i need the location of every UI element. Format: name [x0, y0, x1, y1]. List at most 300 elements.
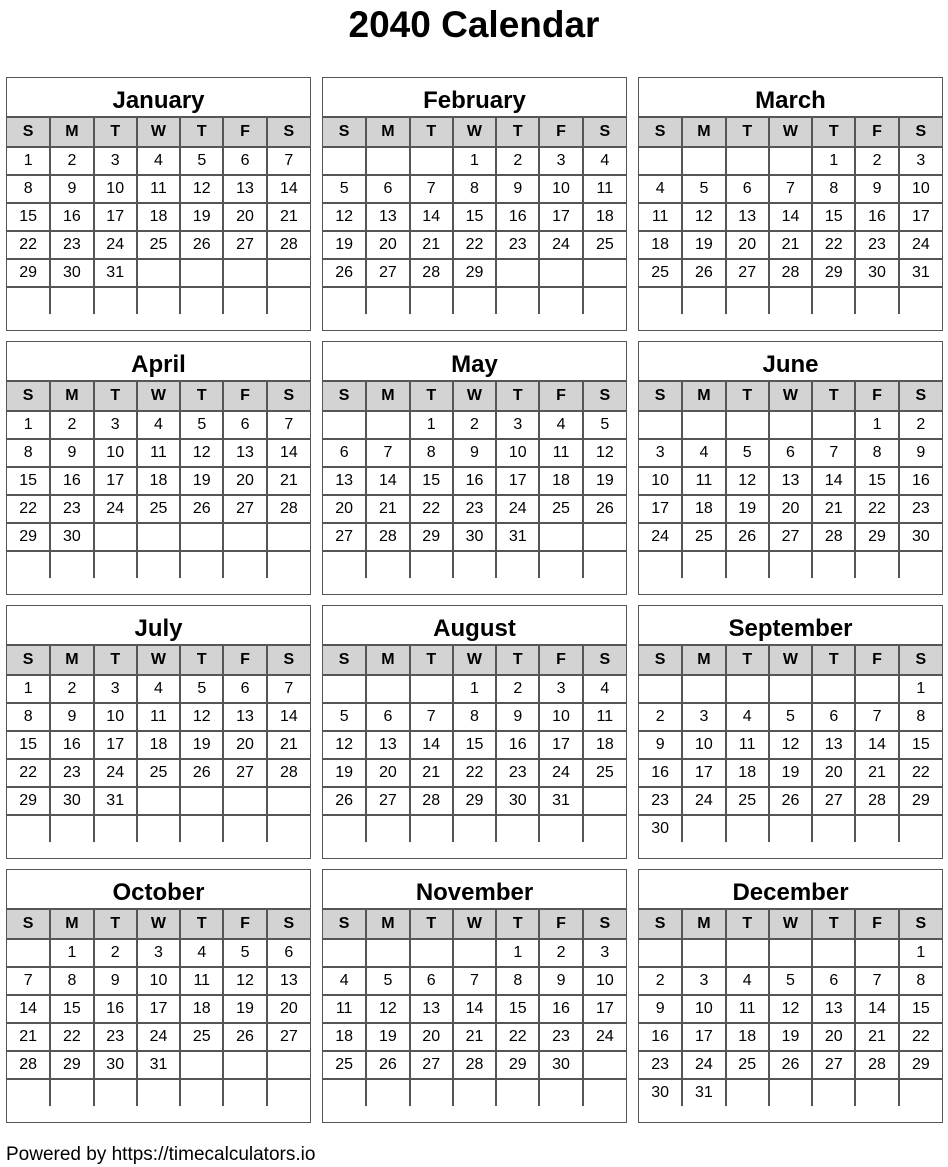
month-table	[323, 118, 626, 314]
day-cell: 29	[496, 1051, 539, 1079]
day-cell: 26	[583, 495, 626, 523]
day-cell	[453, 1079, 496, 1106]
day-cell	[855, 675, 898, 703]
day-cell	[726, 287, 769, 314]
day-cell	[726, 939, 769, 967]
day-cell: 10	[137, 967, 180, 995]
day-cell: 13	[410, 995, 453, 1023]
day-cell: 27	[267, 1023, 310, 1051]
month-name: October	[7, 870, 310, 910]
week-row	[7, 703, 310, 731]
weekday-label: S	[267, 646, 310, 675]
day-cell: 4	[137, 675, 180, 703]
weekday-label: T	[180, 118, 223, 147]
day-cell	[855, 815, 898, 842]
day-cell: 17	[682, 1023, 725, 1051]
weekday-header-row	[639, 910, 942, 939]
day-cell: 16	[539, 995, 582, 1023]
week-row	[323, 495, 626, 523]
week-row	[7, 287, 310, 314]
week-row	[323, 467, 626, 495]
day-cell	[137, 259, 180, 287]
weekday-label: F	[855, 646, 898, 675]
week-row	[7, 939, 310, 967]
day-cell: 25	[726, 1051, 769, 1079]
day-cell: 10	[496, 439, 539, 467]
week-row	[7, 495, 310, 523]
day-cell: 7	[453, 967, 496, 995]
day-cell: 12	[583, 439, 626, 467]
day-cell	[94, 815, 137, 842]
page-title: 2040 Calendar	[348, 4, 600, 45]
weekday-label: S	[899, 646, 942, 675]
day-cell: 19	[769, 759, 812, 787]
day-cell: 19	[223, 995, 266, 1023]
day-cell: 28	[410, 259, 453, 287]
day-cell: 2	[496, 147, 539, 175]
day-cell: 1	[453, 675, 496, 703]
day-cell: 7	[410, 703, 453, 731]
day-cell: 23	[539, 1023, 582, 1051]
day-cell: 17	[94, 467, 137, 495]
day-cell	[366, 1079, 409, 1106]
day-cell: 6	[366, 175, 409, 203]
day-cell: 2	[50, 411, 93, 439]
day-cell	[410, 551, 453, 578]
day-cell	[899, 815, 942, 842]
week-row	[7, 439, 310, 467]
day-cell	[583, 1079, 626, 1106]
day-cell: 1	[410, 411, 453, 439]
week-row	[639, 495, 942, 523]
day-cell: 14	[410, 203, 453, 231]
day-cell: 1	[7, 675, 50, 703]
day-cell: 30	[50, 259, 93, 287]
day-cell: 4	[180, 939, 223, 967]
day-cell: 6	[323, 439, 366, 467]
month-table	[7, 118, 310, 314]
day-cell: 29	[50, 1051, 93, 1079]
day-cell: 27	[223, 231, 266, 259]
week-row	[639, 523, 942, 551]
month-table	[639, 910, 942, 1106]
day-cell: 11	[137, 703, 180, 731]
day-cell: 27	[769, 523, 812, 551]
day-cell: 22	[7, 231, 50, 259]
day-cell: 1	[453, 147, 496, 175]
weekday-label: S	[899, 118, 942, 147]
weekday-label: M	[366, 910, 409, 939]
month-table	[323, 910, 626, 1106]
day-cell	[855, 551, 898, 578]
day-cell	[223, 551, 266, 578]
day-cell: 20	[223, 467, 266, 495]
weekday-label: F	[223, 118, 266, 147]
week-row	[323, 147, 626, 175]
week-row	[639, 259, 942, 287]
day-cell: 4	[583, 675, 626, 703]
day-cell: 19	[726, 495, 769, 523]
day-cell: 26	[366, 1051, 409, 1079]
weekday-label: W	[769, 118, 812, 147]
day-cell: 8	[7, 175, 50, 203]
day-cell: 6	[366, 703, 409, 731]
day-cell	[682, 675, 725, 703]
day-cell: 3	[94, 147, 137, 175]
day-cell: 14	[366, 467, 409, 495]
week-row	[639, 175, 942, 203]
week-row	[639, 1051, 942, 1079]
day-cell: 20	[410, 1023, 453, 1051]
weekday-label: M	[366, 118, 409, 147]
day-cell	[267, 523, 310, 551]
day-cell: 9	[539, 967, 582, 995]
day-cell: 21	[267, 203, 310, 231]
day-cell: 29	[410, 523, 453, 551]
day-cell: 17	[583, 995, 626, 1023]
day-cell: 7	[769, 175, 812, 203]
day-cell: 20	[812, 1023, 855, 1051]
day-cell: 29	[453, 787, 496, 815]
day-cell: 5	[180, 675, 223, 703]
day-cell: 6	[726, 175, 769, 203]
day-cell: 31	[137, 1051, 180, 1079]
day-cell: 16	[453, 467, 496, 495]
day-cell: 12	[726, 467, 769, 495]
day-cell: 26	[180, 231, 223, 259]
weekday-label: T	[94, 382, 137, 411]
day-cell: 9	[855, 175, 898, 203]
day-cell: 28	[267, 231, 310, 259]
day-cell	[137, 523, 180, 551]
day-cell: 31	[496, 523, 539, 551]
day-cell: 7	[267, 411, 310, 439]
day-cell: 22	[812, 231, 855, 259]
day-cell	[267, 551, 310, 578]
day-cell	[223, 815, 266, 842]
day-cell	[267, 787, 310, 815]
day-cell	[539, 523, 582, 551]
month-december	[638, 869, 943, 1123]
day-cell: 7	[855, 967, 898, 995]
day-cell: 4	[639, 175, 682, 203]
weekday-label: M	[682, 118, 725, 147]
day-cell: 18	[539, 467, 582, 495]
day-cell: 25	[539, 495, 582, 523]
day-cell: 13	[323, 467, 366, 495]
day-cell: 8	[7, 439, 50, 467]
month-name: June	[639, 342, 942, 382]
weekday-label: S	[7, 118, 50, 147]
day-cell: 22	[899, 759, 942, 787]
month-june	[638, 341, 943, 595]
day-cell: 17	[94, 731, 137, 759]
day-cell: 2	[855, 147, 898, 175]
month-table	[639, 118, 942, 314]
day-cell	[583, 523, 626, 551]
day-cell: 27	[726, 259, 769, 287]
day-cell: 8	[496, 967, 539, 995]
day-cell: 8	[453, 175, 496, 203]
day-cell: 21	[855, 759, 898, 787]
day-cell	[137, 1079, 180, 1106]
day-cell: 16	[855, 203, 898, 231]
day-cell: 16	[50, 467, 93, 495]
day-cell: 11	[583, 703, 626, 731]
week-row	[639, 967, 942, 995]
day-cell: 17	[94, 203, 137, 231]
day-cell	[180, 787, 223, 815]
day-cell: 30	[50, 523, 93, 551]
week-row	[639, 1079, 942, 1106]
day-cell: 15	[899, 995, 942, 1023]
day-cell	[267, 287, 310, 314]
day-cell	[366, 551, 409, 578]
day-cell: 15	[899, 731, 942, 759]
day-cell: 31	[94, 787, 137, 815]
day-cell	[366, 287, 409, 314]
day-cell: 15	[453, 203, 496, 231]
week-row	[7, 147, 310, 175]
day-cell	[267, 259, 310, 287]
day-cell: 27	[410, 1051, 453, 1079]
week-row	[639, 731, 942, 759]
week-row	[323, 787, 626, 815]
day-cell: 18	[639, 231, 682, 259]
weekday-label: F	[223, 910, 266, 939]
day-cell: 22	[899, 1023, 942, 1051]
day-cell: 9	[50, 175, 93, 203]
day-cell	[410, 939, 453, 967]
day-cell: 30	[496, 787, 539, 815]
weekday-label: S	[899, 910, 942, 939]
week-row	[7, 175, 310, 203]
day-cell	[539, 287, 582, 314]
day-cell	[267, 1079, 310, 1106]
day-cell: 22	[7, 759, 50, 787]
day-cell: 12	[682, 203, 725, 231]
day-cell: 31	[539, 787, 582, 815]
day-cell: 28	[769, 259, 812, 287]
day-cell: 19	[583, 467, 626, 495]
day-cell: 17	[539, 203, 582, 231]
week-row	[7, 551, 310, 578]
day-cell	[496, 551, 539, 578]
day-cell: 7	[267, 147, 310, 175]
day-cell	[496, 1079, 539, 1106]
week-row	[7, 815, 310, 842]
day-cell: 21	[769, 231, 812, 259]
weekday-label: S	[7, 910, 50, 939]
weekday-label: F	[539, 646, 582, 675]
week-row	[323, 439, 626, 467]
day-cell	[94, 551, 137, 578]
weekday-label: T	[94, 646, 137, 675]
day-cell: 18	[726, 759, 769, 787]
month-name: January	[7, 78, 310, 118]
day-cell: 13	[267, 967, 310, 995]
weekday-label: T	[180, 646, 223, 675]
month-november	[322, 869, 627, 1123]
day-cell	[180, 815, 223, 842]
day-cell	[267, 815, 310, 842]
day-cell: 3	[94, 411, 137, 439]
weekday-label: T	[410, 910, 453, 939]
week-row	[7, 675, 310, 703]
day-cell	[223, 259, 266, 287]
day-cell	[812, 1079, 855, 1106]
day-cell: 13	[812, 731, 855, 759]
day-cell: 11	[180, 967, 223, 995]
day-cell	[410, 815, 453, 842]
day-cell: 3	[94, 675, 137, 703]
day-cell	[223, 287, 266, 314]
week-row	[323, 1079, 626, 1106]
weekday-label: W	[453, 382, 496, 411]
weekday-label: W	[453, 910, 496, 939]
day-cell	[812, 287, 855, 314]
day-cell	[682, 147, 725, 175]
month-table	[639, 382, 942, 578]
weekday-label: T	[496, 910, 539, 939]
day-cell	[94, 1079, 137, 1106]
day-cell: 22	[855, 495, 898, 523]
day-cell: 24	[496, 495, 539, 523]
day-cell: 16	[94, 995, 137, 1023]
day-cell: 19	[769, 1023, 812, 1051]
weekday-header-row	[7, 382, 310, 411]
day-cell	[583, 287, 626, 314]
day-cell: 10	[539, 703, 582, 731]
day-cell: 6	[267, 939, 310, 967]
day-cell	[726, 815, 769, 842]
day-cell: 28	[410, 787, 453, 815]
week-row	[323, 675, 626, 703]
weekday-label: T	[726, 382, 769, 411]
day-cell	[682, 287, 725, 314]
day-cell: 30	[639, 815, 682, 842]
day-cell	[855, 1079, 898, 1106]
day-cell: 19	[180, 467, 223, 495]
day-cell: 18	[583, 731, 626, 759]
day-cell	[453, 815, 496, 842]
day-cell: 18	[137, 203, 180, 231]
day-cell: 3	[682, 967, 725, 995]
day-cell: 7	[855, 703, 898, 731]
weekday-label: M	[366, 382, 409, 411]
week-row	[639, 551, 942, 578]
day-cell: 10	[94, 703, 137, 731]
day-cell: 20	[366, 231, 409, 259]
day-cell: 26	[180, 759, 223, 787]
week-row	[639, 147, 942, 175]
week-row	[7, 731, 310, 759]
day-cell: 9	[639, 731, 682, 759]
day-cell: 24	[682, 787, 725, 815]
day-cell: 25	[180, 1023, 223, 1051]
day-cell: 30	[855, 259, 898, 287]
day-cell: 6	[223, 675, 266, 703]
day-cell: 14	[769, 203, 812, 231]
day-cell: 3	[539, 147, 582, 175]
weekday-label: T	[496, 118, 539, 147]
day-cell: 20	[726, 231, 769, 259]
day-cell: 28	[812, 523, 855, 551]
day-cell	[812, 551, 855, 578]
day-cell: 18	[323, 1023, 366, 1051]
week-row	[7, 1079, 310, 1106]
day-cell	[50, 815, 93, 842]
day-cell: 8	[899, 967, 942, 995]
week-row	[7, 759, 310, 787]
day-cell: 3	[539, 675, 582, 703]
week-row	[323, 203, 626, 231]
day-cell: 14	[267, 175, 310, 203]
day-cell	[682, 939, 725, 967]
month-table	[7, 382, 310, 578]
day-cell: 20	[267, 995, 310, 1023]
weekday-label: T	[812, 382, 855, 411]
day-cell: 8	[50, 967, 93, 995]
weekday-label: S	[583, 118, 626, 147]
day-cell: 22	[453, 231, 496, 259]
day-cell: 31	[94, 259, 137, 287]
week-row	[323, 231, 626, 259]
day-cell	[366, 147, 409, 175]
weekday-label: S	[639, 118, 682, 147]
day-cell: 20	[769, 495, 812, 523]
day-cell	[180, 551, 223, 578]
month-table	[7, 910, 310, 1106]
day-cell: 21	[410, 759, 453, 787]
day-cell: 12	[769, 995, 812, 1023]
day-cell: 13	[812, 995, 855, 1023]
day-cell: 15	[7, 203, 50, 231]
day-cell: 22	[7, 495, 50, 523]
day-cell	[180, 1051, 223, 1079]
day-cell: 9	[496, 175, 539, 203]
week-row	[323, 175, 626, 203]
day-cell: 2	[639, 967, 682, 995]
day-cell: 20	[323, 495, 366, 523]
day-cell	[682, 551, 725, 578]
weekday-label: M	[50, 118, 93, 147]
weekday-label: T	[94, 118, 137, 147]
day-cell: 29	[899, 1051, 942, 1079]
day-cell	[769, 939, 812, 967]
day-cell: 29	[7, 787, 50, 815]
weekday-label: M	[366, 646, 409, 675]
month-table	[323, 382, 626, 578]
day-cell: 23	[50, 231, 93, 259]
day-cell: 10	[583, 967, 626, 995]
day-cell: 7	[267, 675, 310, 703]
day-cell: 21	[410, 231, 453, 259]
day-cell: 23	[639, 787, 682, 815]
weekday-label: W	[453, 646, 496, 675]
day-cell: 12	[180, 439, 223, 467]
week-row	[323, 551, 626, 578]
day-cell: 23	[496, 759, 539, 787]
day-cell	[583, 551, 626, 578]
day-cell: 14	[453, 995, 496, 1023]
day-cell: 18	[682, 495, 725, 523]
day-cell	[323, 551, 366, 578]
month-september	[638, 605, 943, 859]
weekday-label: T	[496, 382, 539, 411]
day-cell	[366, 411, 409, 439]
day-cell: 26	[769, 787, 812, 815]
